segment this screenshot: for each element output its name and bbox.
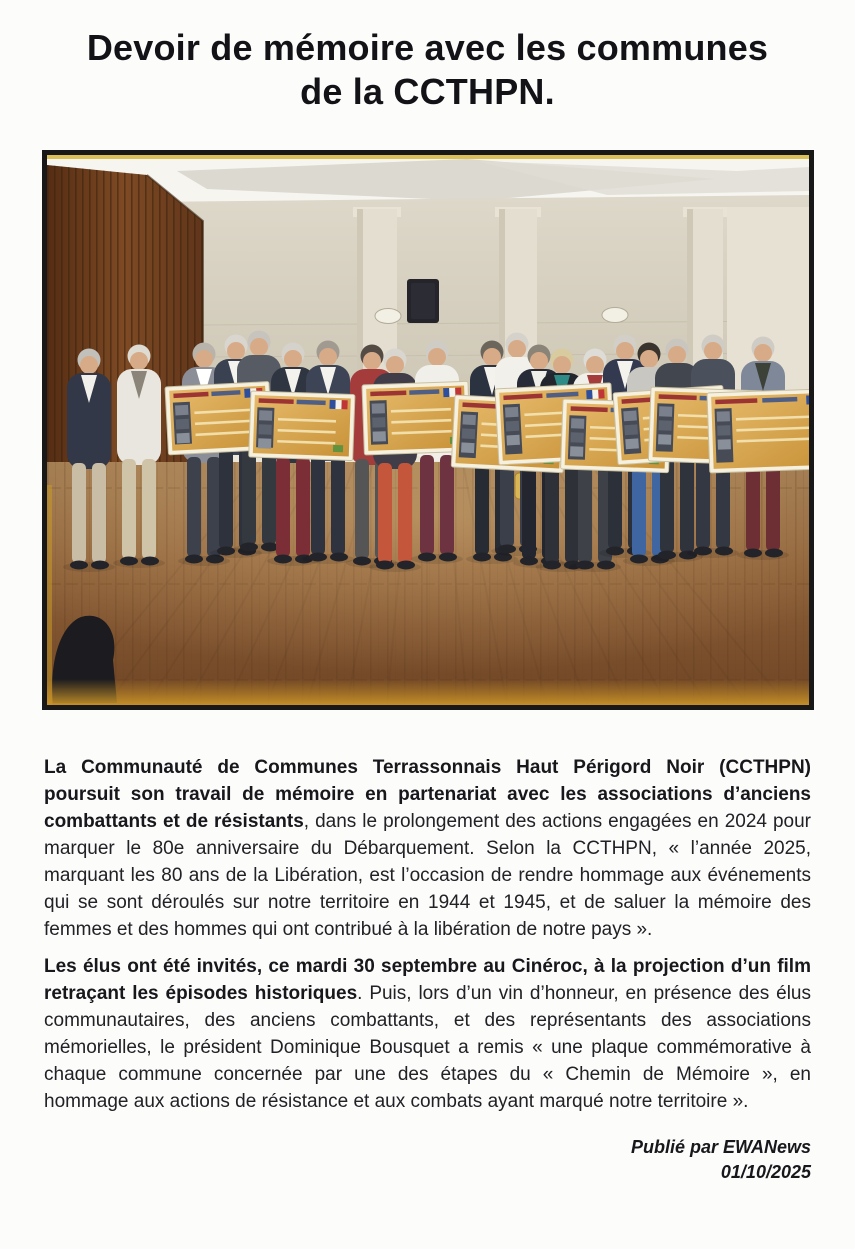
paragraph-2 bbox=[44, 953, 811, 1115]
paragraph-1-lead: La Communauté de Communes Terrassonnais Haut Périgord Noir (CCTHPN) poursuit son travail de mémoire en partenariat avec les associations d’anciens combattants et de résistants bbox=[44, 756, 811, 832]
publisher-line: Publié par EWANews bbox=[630, 1136, 811, 1157]
article-photo bbox=[47, 155, 809, 705]
photo-gold-edge-top bbox=[47, 155, 809, 159]
wall-speaker bbox=[407, 279, 439, 323]
publish-date: 01/10/2025 bbox=[720, 1161, 811, 1182]
page-title-line1: Devoir de mémoire avec les communes bbox=[86, 27, 769, 68]
photo-gold-edge-left bbox=[47, 485, 52, 705]
paragraph-1 bbox=[44, 754, 811, 943]
wall-sconce bbox=[375, 308, 401, 323]
paragraph-2-lead: Les élus ont été invités, ce mardi 30 septembre au Cinéroc, à la projection d’un film retraçant les épisodes historiques bbox=[44, 955, 811, 1004]
page-title bbox=[28, 26, 827, 114]
publication-credit bbox=[44, 1135, 811, 1185]
article-photo-frame bbox=[42, 150, 814, 710]
photo-gold-edge-bottom bbox=[47, 679, 809, 705]
article-body bbox=[44, 754, 811, 1115]
wall-sconce bbox=[602, 307, 628, 322]
page-title-line2: de la CCTHPN. bbox=[300, 70, 555, 112]
paragraph-2-rest: . Puis, lors d’un vin d’honneur, en présence des élus communautaires, des anciens combattants, et des représentants des associations mémorielles, le président Dominique Bousquet a remis « une plaque commémorative à chaque commune concernée par une des étapes du « Chemin de Mémoire », en hommage aux actions de résistance et aux combats ayant marqué notre territoire ». bbox=[44, 982, 811, 1112]
paragraph-1-rest: , dans le prolongement des actions engagées en 2024 pour marquer le 80e anniversaire du Débarquement. Selon la CCTHPN, « l’année 2025, marquant les 80 ans de la Libération, est l’occasion de rendre hommage aux événements qui se sont déroulés sur notre territoire en 1944 et 1945, et de saluer la mémoire des femmes et des hommes qui ont contribué à la libération de notre pays ». bbox=[44, 810, 811, 940]
